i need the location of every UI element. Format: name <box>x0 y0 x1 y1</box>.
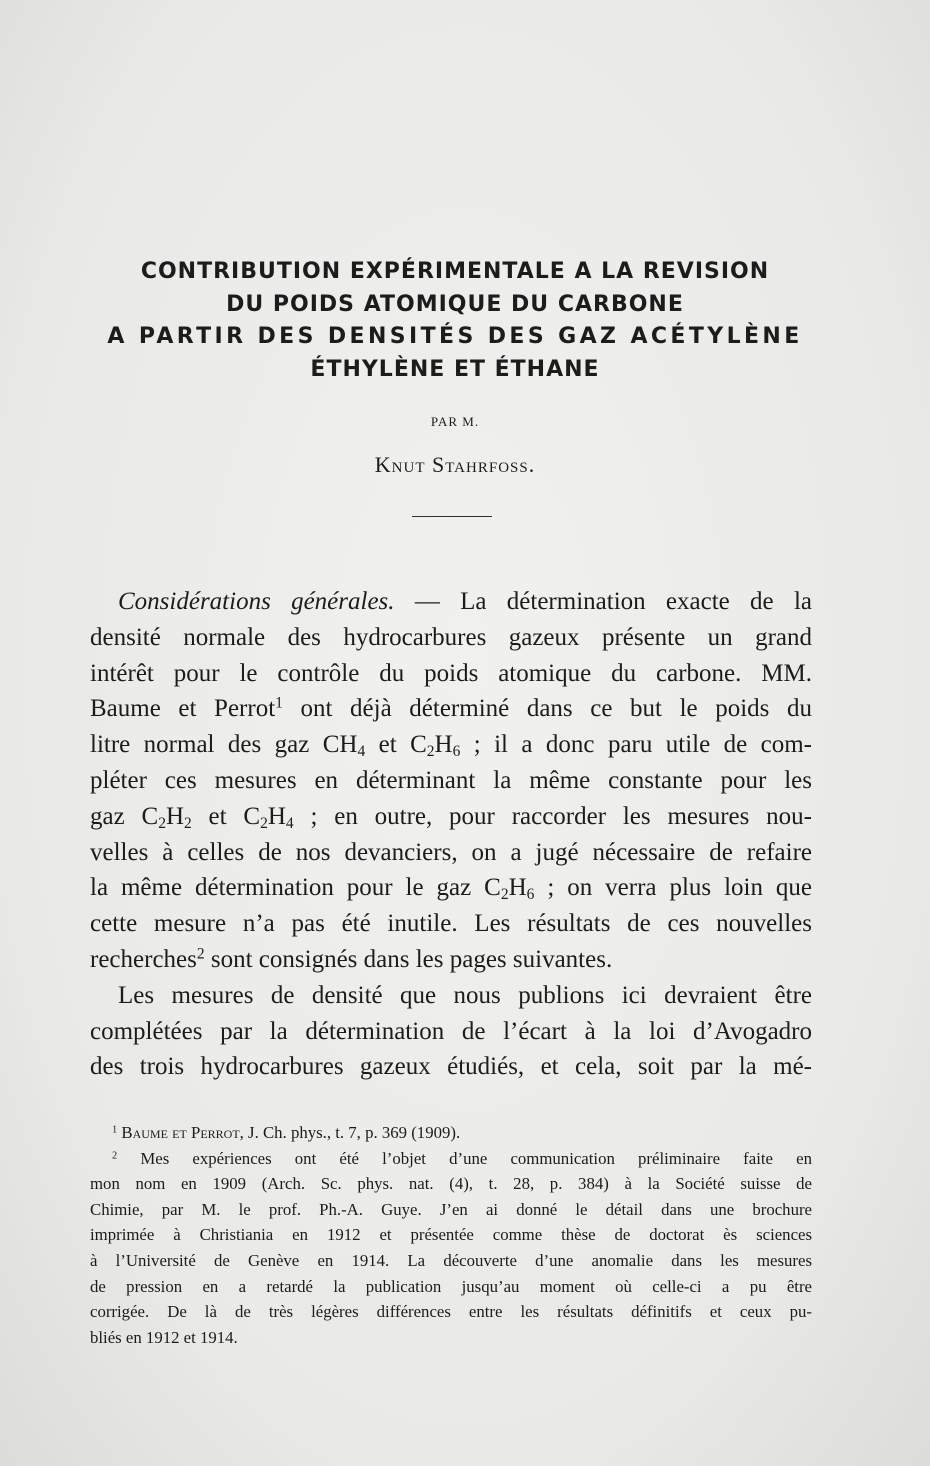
body-line: densité normale des hydrocarbures gazeux présente un grand <box>90 623 812 651</box>
footnote-line: de pression en a retardé la publication jusqu’au moment où celle-ci a pu être <box>90 1276 812 1296</box>
body-line: cette mesure n’a pas été inutile. Les résultats de ces nouvelles <box>90 910 812 938</box>
article-title <box>60 256 850 386</box>
body-line: Les mesures de densité que nous publions ici devraient être <box>118 981 812 1009</box>
body-line: litre normal des gaz $CH_4$ et $C_2H_6$ ; il a donc paru utile de com- <box>90 731 812 761</box>
footnote-ref: 2 <box>196 945 205 963</box>
body-line: recherches$^2$ sont consignés dans les pages suivantes. <box>90 945 613 973</box>
byline: PAR M. <box>430 414 480 429</box>
footnote-line: mon nom en 1909 (Arch. Sc. phys. nat. (4), t. 28, p. 384) à la Société suisse de <box>90 1174 812 1194</box>
body-line: la même détermination pour le gaz $C_2H_6$ ; on verra plus loin que <box>90 874 812 904</box>
footnotes <box>90 1120 812 1350</box>
body-line: des trois hydrocarbures gazeux étudiés, et cela, soit par la mé- <box>90 1053 812 1081</box>
footnote-line: à l’Université de Genève en 1914. La découverte d’une anomalie dans les mesures <box>90 1250 812 1270</box>
footnote-line: imprimée à Christiania en 1912 et présentée comme thèse de doctorat ès sciences <box>90 1225 812 1245</box>
separator-rule <box>412 516 492 517</box>
footnote-line: corrigée. De là de très légères différences entre les résultats définitifs et ceux pu- <box>90 1302 812 1322</box>
body-line: intérêt pour le contrôle du poids atomique du carbone. MM. <box>90 659 812 687</box>
body-line: velles à celles de nos devanciers, on a jugé nécessaire de refaire <box>90 838 812 866</box>
body-text <box>90 584 812 1085</box>
title-line-1: CONTRIBUTION EXPÉRIMENTALE A LA REVISION <box>140 259 770 284</box>
footnote-2: $^2$ Mes expériences ont été l’objet d’une communication préliminaire faite en <box>112 1148 812 1168</box>
body-line: Baume et Perrot$^1$ ont déjà déterminé dans ce but le poids du <box>90 694 813 723</box>
footnote-line: bliés en 1912 et 1914. <box>90 1327 238 1347</box>
body-line: pléter ces mesures en déterminant la même constante pour les <box>90 766 812 794</box>
footnote-line: Chimie, par M. le prof. Ph.-A. Guye. J’en ai donné le détail dans une brochure <box>90 1199 812 1219</box>
footnote-1: $^1$ Baume et Perrot, J. Ch. phys., t. 7, p. 369 (1909). <box>112 1123 461 1142</box>
body-line: complétées par la détermination de l’écart à la loi d’Avogadro <box>90 1017 812 1045</box>
title-line-2: DU POIDS ATOMIQUE DU CARBONE <box>226 291 684 317</box>
author-name: Knut Stahrfoss. <box>374 452 536 477</box>
body-line: Considérations générales. — La détermination exacte de la <box>118 588 812 615</box>
section-heading: Considérations générales. <box>118 588 395 615</box>
body-line: gaz $C_2H_2$ et $C_2H_4$ ; en outre, pour raccorder les mesures nou- <box>90 802 812 832</box>
title-line-3: A PARTIR DES DENSITÉS DES GAZ ACÉTYLÈNE <box>107 324 803 349</box>
title-line-4: ÉTHYLÈNE ET ÉTHANE <box>310 356 600 382</box>
footnote-ref: 1 <box>275 694 283 712</box>
